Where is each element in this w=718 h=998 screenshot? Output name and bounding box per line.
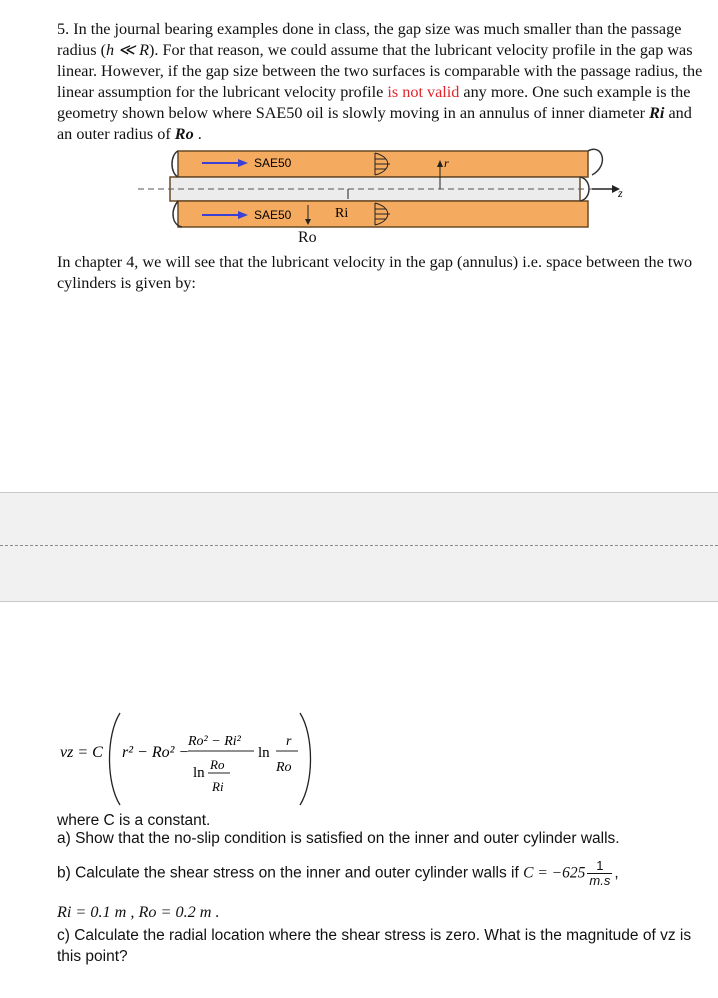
label-z: z [618,186,623,200]
label-ro: Ro [298,229,317,246]
question-b-c: C = −625 [523,864,586,882]
page-break-dashed-line [0,545,718,546]
highlight-not-valid: is not valid [387,83,460,101]
question-a: a) Show that the no-slip condition is satisfied on the inner and outer cylinder walls. [57,830,620,847]
page-break-band [0,492,718,602]
eq-den-ri: Ri [212,779,224,794]
eq-r2-term: r² − Ro² − [122,744,190,761]
eq-lhs: vz = C [60,744,103,761]
question-b-comma: , [614,864,619,882]
eq-right-paren [300,713,311,805]
eq-ln-ro: Ro [276,760,292,775]
eq-left-paren [110,713,121,805]
question-b [57,859,707,888]
velocity-equation [58,705,318,810]
eq-ln-den: ln [193,765,205,781]
left-end-cap [172,151,178,177]
question-c: c) Calculate the radial location where the shear stress is zero. What is the magnitude of vz is this point? [57,927,692,965]
question-b-text: b) Calculate the shear stress on the inner and outer cylinder walls if [57,864,524,882]
label-sae50-top: SAE50 [254,156,292,170]
intro-end: . [193,125,202,143]
label-ri: Ri [335,206,349,221]
constant-note: where C is a constant. [57,812,211,829]
question-b-unit-num: 1 [587,859,612,874]
symbol-ro: Ro [174,125,194,143]
annulus-figure [130,145,630,250]
eq-ln-right: ln [258,745,270,761]
question-b-values: Ri = 0.1 m , Ro = 0.2 m . [57,903,220,921]
label-sae50-bottom: SAE50 [254,208,292,222]
label-r: r [444,156,449,170]
eq-ln-r: r [286,734,292,749]
chapter-text: In chapter 4, we will see that the lubricant velocity in the gap (annulus) i.e. space between the two cylinders is given by: [57,253,693,292]
right-end-cap [588,149,602,175]
gap-relation: h ≪ R [106,41,150,59]
intro-text-2: ). For that reason, we could assume that the lubricant velocity profile in the gap was linear. However, if the gap size between the two surfaces is comparable with the passage radius, the linear assumption for the lubricant velocity profile [57,41,703,101]
question-b-unit-den: m.s [589,873,611,888]
intro-text-1: 5. In the journal bearing examples done in class, the gap size was much smaller than the passage radius ( [57,20,682,59]
intro-text-3: any more. One such example is the geometry shown below where SAE50 oil is slowly moving in an annulus of inner diameter [57,83,691,122]
question-b-unit [587,859,612,888]
eq-den-ro: Ro [210,757,225,772]
eq-frac-num: Ro² − Ri² [188,734,241,749]
problem-statement [57,19,707,145]
intro-text-4: and an outer radius of [57,104,692,143]
symbol-ri: Ri [649,104,665,122]
